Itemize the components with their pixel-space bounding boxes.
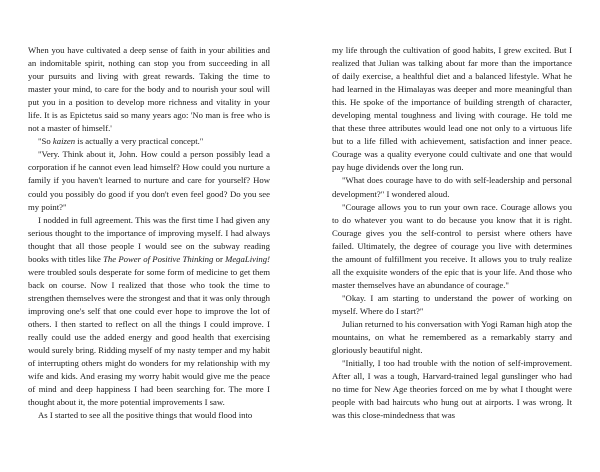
text-run: "What does courage have to do with self-leadership and personal development?" I wondered aloud.	[332, 175, 572, 199]
paragraph	[332, 357, 572, 422]
text-run: Julian returned to his conversation with Yogi Raman high atop the mountains, on what he remembered as a remarkably starry and gloriously beautiful night.	[332, 318, 572, 356]
text-run: "Very. Think about it, John. How could a person possibly lead a corporation if he cannot even lead himself? How could you nurture a family if you haven't learned to nurture and care for yourself? How could you possibly do good if you don't even feel good? Do you see my point?"	[28, 149, 270, 212]
text-run: "Initially, I too had trouble with the notion of self-improvement. After all, I was a tough, Harvard-trained legal gunslinger who had no time for New Age theories forced on me by what I thought were people with bad haircuts who hung out at airports. I was wrong. It was this close-mindedness that was	[332, 358, 572, 421]
italic-title: kaizen	[52, 136, 76, 147]
paragraph	[332, 318, 572, 357]
text-run: As I started to see all the positive things that would flood into	[38, 410, 253, 421]
text-run: is actually a very practical concept."	[75, 136, 204, 147]
right-page	[332, 44, 572, 464]
text-run: When you have cultivated a deep sense of faith in your abilities and an indomitable spirit, nothing can stop you from succeeding in all your pursuits and living with great rewards. Taking the time to master your mind, to care for the body and to nourish your soul will put you in a position to develop more richness and vitality in your life. It is as Epictetus said so many years ago: 'No man is free who is not a master of himself.'	[28, 45, 270, 134]
text-run: my life through the cultivation of good habits, I grew excited. But I realized that Julian was talking about far more than the importance of daily exercise, a healthful diet and a balanced lifestyle. What he had learned in the Himalayas was deeper and more meaningful than this. He spoke of the importance of building strength of character, developing mental toughness and living with courage. He told me that these three attributes would lead one not only to a virtuous life but to a life filled with achievement, satisfaction and inner peace. Courage was a quality everyone could cultivate and one that would pay huge dividends over the long run.	[332, 45, 572, 173]
text-run: were troubled souls desperate for some form of medicine to get them back on course. Now I realized that those who took the time to strengthen themselves were the strongest and that it was only through improving one's self that one could ever hope to improve the lot of others. I then started to reflect on all the things I could improve. I really could use the added energy and good health that exercising would surely bring. Ridding myself of my nasty temper and my habit of interrupting others might do wonders for my relationship with my wife and kids. And erasing my worry habit would give me the peace of mind and deep happiness I had been searching for. The more I thought about it, the more potential improvements I saw.	[28, 266, 270, 408]
text-run: I nodded in full agreement. This was the first time I had given any serious thought to the importance of improving myself. I had always thought that all those people I would see on the subway reading books with titles like	[28, 214, 270, 264]
text-run: or	[213, 253, 226, 264]
paragraph	[332, 174, 572, 200]
paragraph	[332, 201, 572, 292]
paragraph	[28, 135, 270, 148]
text-run: "Okay. I am starting to understand the power of working on myself. Where do I start?"	[332, 292, 572, 316]
paragraph	[28, 148, 270, 213]
text-run: "Courage allows you to run your own race. Courage allows you to do whatever you want to do because you know that it is right. Courage gives you the self-control to persist where others have failed. Ultimately, the degree of courage you live with determines the amount of fulfillment you receive. It allows you to truly realize all the exquisite wonders of the epic that is your life. And those who master themselves have an abundance of courage."	[332, 201, 572, 290]
italic-title: MegaLiving!	[225, 253, 270, 264]
italic-title: The Power of Positive Thinking	[103, 253, 214, 264]
paragraph	[332, 44, 572, 174]
left-page	[28, 44, 270, 464]
paragraph	[28, 409, 270, 422]
text-run: "So	[38, 136, 53, 147]
paragraph	[28, 214, 270, 410]
paragraph	[332, 292, 572, 318]
paragraph	[28, 44, 270, 135]
